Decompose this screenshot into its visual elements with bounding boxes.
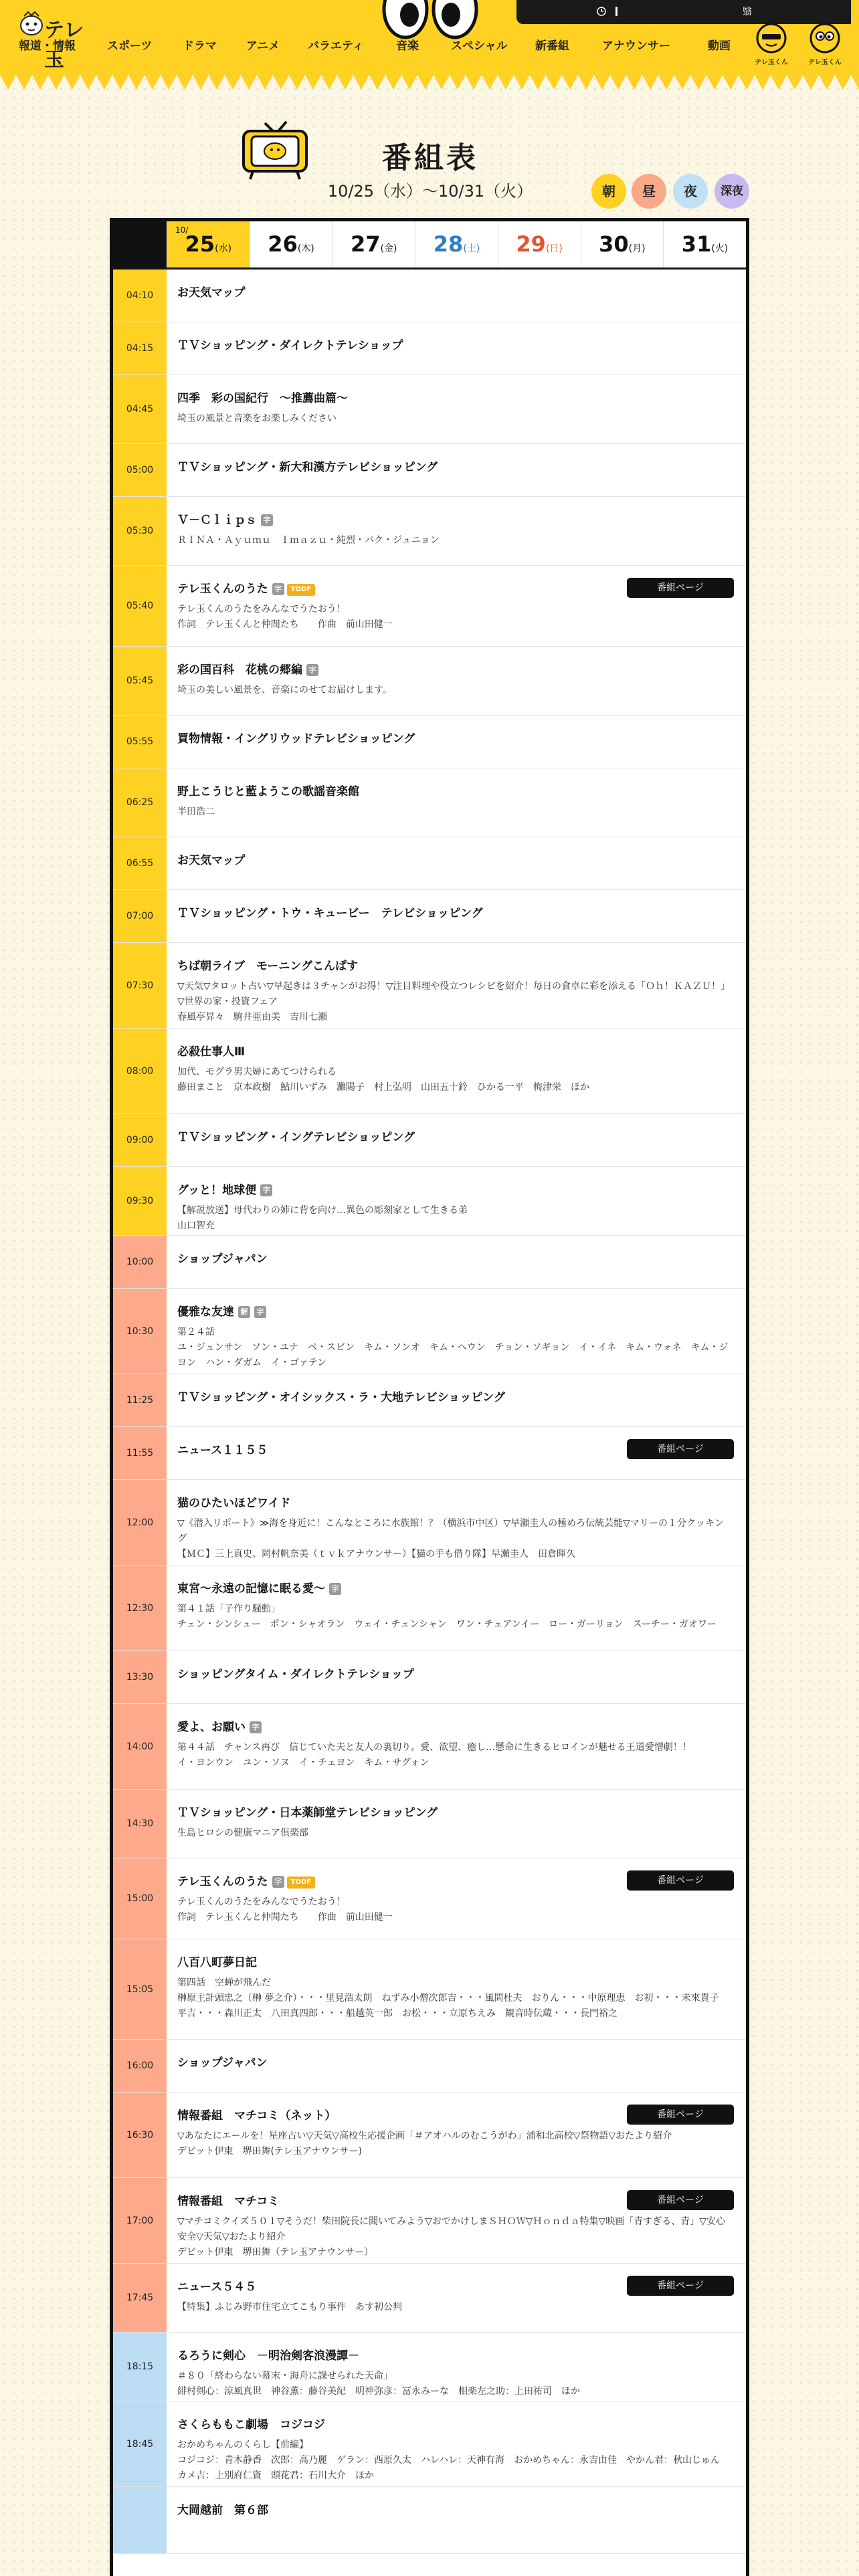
- program-time: 06:25: [113, 768, 167, 837]
- nav-anime[interactable]: アニメ: [246, 39, 280, 53]
- tod-badge-icon: TODF: [287, 584, 315, 596]
- program-title-line[interactable]: [177, 1495, 733, 1512]
- program-title[interactable]: 愛よ、お願い: [177, 1721, 246, 1734]
- program-row: [113, 2333, 746, 2401]
- program-title-line[interactable]: [177, 905, 733, 922]
- program-title-line[interactable]: [177, 337, 733, 354]
- program-body: [177, 661, 733, 698]
- program-row: [113, 1790, 746, 1858]
- program-title[interactable]: ショップジャパン: [177, 2056, 268, 2070]
- day-weekday: (月): [628, 243, 646, 254]
- day-number: 29: [516, 231, 546, 257]
- program-title[interactable]: ショッピングタイム・ダイレクトテレショップ: [177, 1668, 414, 1681]
- day-number: 28: [433, 231, 464, 257]
- program-row: [113, 1236, 746, 1289]
- program-title-line[interactable]: [177, 1251, 733, 1268]
- caption-badge: 字: [254, 1306, 266, 1318]
- program-row: [113, 375, 746, 444]
- day-tab-27[interactable]: [332, 221, 415, 267]
- nav-special[interactable]: スペシャル: [451, 39, 508, 53]
- mascot-eyes-icon: [380, 0, 480, 48]
- program-title[interactable]: 猫のひたいほどワイド: [177, 1497, 291, 1510]
- program-row: [113, 890, 746, 943]
- caption-badge: 字: [260, 1184, 272, 1196]
- program-time: 15:00: [113, 1858, 167, 1939]
- program-time: 15:05: [113, 1939, 167, 2039]
- program-row: [113, 566, 746, 647]
- program-title[interactable]: お天気マップ: [177, 286, 246, 300]
- program-title[interactable]: 四季 彩の国紀行 ～推薦曲篇～: [177, 392, 348, 405]
- clock-icon[interactable]: [597, 0, 606, 24]
- caption-badge: 字: [329, 1583, 341, 1595]
- day-header-corner: [113, 221, 167, 267]
- program-time: 12:30: [113, 1566, 167, 1650]
- program-title[interactable]: ニュース１１５５: [177, 1444, 268, 1457]
- program-time: 16:30: [113, 2092, 167, 2177]
- program-description: 加代、モグラ男夫婦にあてつけられる 藤田まこと 京本政樹 鮎川いずみ 灘陽子 村上弘明 山田五十鈴 ひかる一平 梅津栄 ほか: [177, 1067, 589, 1093]
- program-description: ▽《潜入リポート》≫海を身近に！こんなところに水族館！？（横浜市中区）▽早瀬圭人の極めろ伝統芸能▽マリーの１分クッキング 【ＭＣ】三上真史、岡村帆奈美（ｔｖｋアナウンサー）【猫の手も借り隊】早瀬圭人 田倉暉久: [177, 1518, 724, 1560]
- program-body: [177, 2347, 733, 2399]
- day-tab-26[interactable]: [250, 221, 332, 267]
- program-body: [177, 1804, 733, 1841]
- program-description: 第２４話 ユ・ジュンサン ソン・ユナ ペ・スビン キム・ソンオ キム・ヘウン チョン・ソギョン イ・イネ キム・ウォネ キム・ジヨン ハン・ダガム イ・ゴァテン: [177, 1327, 729, 1368]
- program-row: [113, 647, 746, 716]
- caption-badge: 解: [238, 1306, 250, 1318]
- program-row: [113, 2401, 746, 2487]
- program-page-button[interactable]: 番組ページ: [627, 2190, 734, 2210]
- program-description: ▽天気▽タロット占い▽早起きは３チャンがお得！▽注目料理や役立つレシピを紹介！毎日の食卓に彩を添える「Ｏｈ！ＫＡＺＵ！」▽世界の家・投資フェア 春風亭昇々 駒井亜由美 吉川七瀬: [177, 981, 731, 1023]
- program-title-line[interactable]: [177, 1580, 733, 1598]
- program-description: ＲＩＮＡ・Ａｙｕｍｕ Ｉｍａｚｕ・純烈・パク・ジュニョン: [177, 535, 440, 546]
- program-title[interactable]: ＴＶショッピング・ダイレクトテレショップ: [177, 339, 403, 352]
- program-title-line[interactable]: [177, 1043, 733, 1061]
- program-title[interactable]: 野上こうじと藍ようこの歌謡音楽館: [177, 785, 359, 798]
- program-body: [177, 1666, 733, 1683]
- day-weekday: (日): [545, 243, 563, 254]
- program-row: [113, 1167, 746, 1236]
- program-title-line[interactable]: [177, 1719, 733, 1736]
- mascot-logo-icon: [19, 9, 44, 36]
- nav-new-programs[interactable]: 新番組: [535, 39, 569, 53]
- day-tab-25[interactable]: [167, 221, 250, 267]
- program-time: 05:40: [113, 566, 167, 646]
- program-body: [177, 512, 733, 548]
- nav-variety[interactable]: バラエティ: [308, 39, 364, 53]
- nav-drama[interactable]: ドラマ: [183, 39, 217, 53]
- program-description: 【特集】ふじみ野市住宅立てこもり事件 あす初公判: [177, 2302, 402, 2313]
- program-title[interactable]: 優雅な友達: [177, 1305, 234, 1319]
- program-body: [177, 390, 733, 427]
- mascot-face-label: テレ玉くん: [755, 59, 788, 66]
- caption-badge: 字: [272, 1876, 284, 1888]
- time-of-day-2[interactable]: 夜: [673, 174, 708, 209]
- program-title[interactable]: 大岡越前 第６部: [177, 2504, 268, 2517]
- program-body: [177, 1251, 733, 1268]
- tod-badge-icon: TODF: [287, 1876, 315, 1889]
- program-description: ▽あなたにエールを！星座占い▽天気▽高校生応援企画「＃アオハルのむこうがわ」浦和北高校▽祭物語▽おたより紹介 デビット伊東 堺田舞(テレ玉アナウンサー): [177, 2131, 672, 2157]
- program-page-button[interactable]: 番組ページ: [627, 1439, 734, 1459]
- program-time: 05:45: [113, 647, 167, 715]
- program-time: 06:55: [113, 837, 167, 889]
- site-header: [0, 0, 859, 75]
- program-time: 05:30: [113, 497, 167, 565]
- program-body: [177, 337, 733, 354]
- program-row: [113, 1858, 746, 1939]
- program-time: 12:00: [113, 1480, 167, 1565]
- program-page-button[interactable]: 番組ページ: [627, 2105, 734, 2125]
- day-tab-29[interactable]: [498, 221, 581, 267]
- date-range: 10/25（水）～10/31（火）: [327, 182, 533, 201]
- program-time: 18:45: [113, 2401, 167, 2486]
- caption-badge: 字: [272, 583, 284, 595]
- program-time: 14:00: [113, 1704, 167, 1789]
- program-row: [113, 270, 746, 322]
- program-title-line[interactable]: [177, 284, 733, 302]
- program-body: [177, 730, 733, 748]
- program-title-line[interactable]: [177, 2054, 733, 2072]
- day-number: 25: [185, 231, 215, 257]
- program-title-line[interactable]: [177, 1129, 733, 1146]
- divider-icon: [615, 0, 622, 24]
- program-title-line[interactable]: [177, 512, 733, 529]
- program-body: [177, 1954, 733, 2022]
- program-description: ▽マチコミクイズ５０１▽そうだ！柴田院長に聞いてみよう▽おでかけしまＳＨＯＷ▽Ｈｏｎｄａ特集▽映画「青すぎる、青」▽安心安全▽天気▽おたより紹介 デビット伊東 堺田舞（テレ玉アナウンサー）: [177, 2216, 726, 2258]
- program-body: [177, 1719, 733, 1771]
- day-weekday: (金): [380, 243, 397, 254]
- nav-music[interactable]: 音楽: [396, 39, 419, 53]
- program-row: [113, 837, 746, 890]
- program-time: 04:15: [113, 322, 167, 374]
- program-body: [177, 1182, 733, 1234]
- program-body: [177, 783, 733, 820]
- program-time: 08:00: [113, 1029, 167, 1113]
- program-time: 10:00: [113, 1236, 167, 1288]
- topbar-link[interactable]: 翳: [743, 7, 752, 17]
- program-title[interactable]: 彩の国百科 花桃の郷編: [177, 663, 302, 677]
- program-time: 10:30: [113, 1289, 167, 1374]
- program-title[interactable]: ＴＶショッピング・日本薬師堂テレビショッピング: [177, 1806, 438, 1820]
- program-time: 07:30: [113, 943, 167, 1028]
- program-title-line[interactable]: [177, 958, 733, 975]
- program-title-line[interactable]: [177, 1804, 733, 1822]
- tv-mascot-icon: [238, 114, 312, 181]
- program-title-line[interactable]: [177, 1303, 733, 1321]
- program-row: [113, 2092, 746, 2178]
- program-title[interactable]: 必殺仕事人Ⅲ: [177, 1045, 246, 1059]
- program-title-line[interactable]: [177, 2347, 733, 2365]
- program-time: 05:00: [113, 444, 167, 496]
- program-time: [113, 2487, 167, 2553]
- program-title[interactable]: ＴＶショッピング・新大和漢方テレビショッピング: [177, 461, 438, 474]
- program-title-line[interactable]: [177, 2502, 733, 2519]
- program-title[interactable]: お天気マップ: [177, 854, 246, 867]
- program-body: [177, 1129, 733, 1146]
- program-row: [113, 2487, 746, 2554]
- program-title[interactable]: Ｖ－Ｃｌｉｐｓ: [177, 514, 257, 527]
- program-row: [113, 1029, 746, 1114]
- program-title[interactable]: ＴＶショッピング・オイシックス・ラ・大地テレビショッピング: [177, 1391, 505, 1404]
- program-row: [113, 2040, 746, 2092]
- day-number: 31: [681, 231, 712, 257]
- program-body: [177, 284, 733, 302]
- program-time: 04:45: [113, 375, 167, 443]
- nav-sports[interactable]: スポーツ: [107, 39, 153, 53]
- top-utility-bar: [516, 0, 851, 24]
- time-of-day-1[interactable]: 昼: [632, 174, 666, 209]
- program-body: [177, 852, 733, 869]
- day-number: 26: [268, 231, 298, 257]
- program-row: [113, 1427, 746, 1480]
- program-row: [113, 1939, 746, 2040]
- nav-announcer[interactable]: アナウンサー: [602, 39, 670, 53]
- program-title[interactable]: るろうに剣心 －明治剣客浪漫譚－: [177, 2349, 359, 2363]
- program-description: ＃８０「終わらない幕末・海舟に課せられた天命」 緋村剣心：涼風真世 神谷薫：藤谷美紀 明神弥彦：冨永みーな 相楽左之助：上田祐司 ほか: [177, 2371, 580, 2397]
- program-title[interactable]: 情報番組 マチコミ（ネット）: [177, 2109, 337, 2123]
- program-time: 05:55: [113, 716, 167, 768]
- program-description: 【解説放送】母代わりの姉に背を向け…異色の彫刻家として生きる弟 山口智充: [177, 1205, 468, 1231]
- program-body: [177, 2502, 733, 2519]
- program-row: [113, 943, 746, 1029]
- program-row: [113, 1374, 746, 1427]
- program-page-button[interactable]: 番組ページ: [627, 2276, 734, 2296]
- program-description: 第四話 空蝉が飛んだ 榊原主計頭忠之（榊 夢之介）・・・里見浩太朗 ねずみ小僧次郎吉・・・風間杜夫 おりん・・・中原理恵 お初・・・未來貴子 平吉・・・森川正太 八田真四郎・・・船越英一郎 お松・・・立原ちえみ 観音時伝蔵・・・長門裕之: [177, 1977, 719, 2019]
- program-title[interactable]: 東宮～永遠の記憶に眠る愛～: [177, 1582, 325, 1596]
- program-body: [177, 459, 733, 476]
- program-title[interactable]: 情報番組 マチコミ: [177, 2195, 280, 2208]
- program-page-button[interactable]: 番組ページ: [627, 578, 734, 598]
- program-title-line[interactable]: [177, 730, 733, 748]
- day-number: 30: [599, 231, 629, 257]
- program-page-button[interactable]: 番組ページ: [627, 1870, 734, 1891]
- caption-badge: 字: [261, 514, 273, 526]
- program-title[interactable]: ＴＶショッピング・トウ・キュービー テレビショッピング: [177, 907, 483, 920]
- day-tab-31[interactable]: [663, 221, 746, 267]
- program-description: 半田浩二: [177, 807, 215, 817]
- program-time: 14:30: [113, 1790, 167, 1858]
- program-body: [177, 2416, 733, 2484]
- program-title[interactable]: テレ玉くんのうた: [177, 1875, 268, 1889]
- day-weekday: (火): [711, 243, 729, 254]
- page-title: 番組表: [382, 141, 478, 175]
- program-body: [177, 958, 733, 1025]
- program-table: [110, 218, 749, 2576]
- program-title-line[interactable]: [177, 2416, 733, 2434]
- program-row: [113, 1704, 746, 1790]
- program-row: [113, 2178, 746, 2264]
- caption-badge: 字: [306, 664, 318, 676]
- caption-badge: 字: [250, 1721, 262, 1733]
- program-title-line[interactable]: [177, 1954, 733, 1971]
- day-selector: [113, 221, 746, 270]
- program-title[interactable]: さくらももこ劇場 コジコジ: [177, 2418, 325, 2432]
- program-description: 第４４話 チャンス再び 信じていた夫と友人の裏切り。愛、欲望、癒し…懸命に生きるヒロインが魅せる王道愛憎劇！！ イ・ヨンウン ユン・ソヌ イ・チェヨン キム・サグォン: [177, 1742, 692, 1768]
- program-time: 18:15: [113, 2333, 167, 2401]
- program-time: 17:00: [113, 2178, 167, 2263]
- program-title-line[interactable]: [177, 1389, 733, 1406]
- program-title[interactable]: ショップジャパン: [177, 1253, 268, 1266]
- program-description: テレ玉くんのうたをみんなでうたおう！ 作詞 テレ玉くんと仲間たち 作曲 前山田健一: [177, 604, 393, 630]
- mascot-round-icon[interactable]: [809, 23, 840, 53]
- program-time: 11:25: [113, 1374, 167, 1426]
- day-weekday: (木): [297, 243, 314, 254]
- mascot-round-label: テレ玉くん: [808, 59, 842, 66]
- program-row: [113, 497, 746, 566]
- day-number: 27: [351, 231, 381, 257]
- program-title[interactable]: ちば朝ライブ モーニングこんぱす: [177, 960, 358, 973]
- program-title-line[interactable]: [177, 1666, 733, 1683]
- program-title[interactable]: テレ玉くんのうた: [177, 582, 268, 596]
- program-body: [177, 1303, 733, 1371]
- program-row: [113, 444, 746, 497]
- program-description: 埼玉の美しい風景を、音楽にのせてお届けします。: [177, 685, 392, 695]
- day-tab-30[interactable]: [581, 221, 664, 267]
- program-time: 09:00: [113, 1114, 167, 1166]
- program-title[interactable]: ＴＶショッピング・イングテレビショッピング: [177, 1131, 415, 1144]
- program-description: 埼玉の風景と音楽をお楽しみください: [177, 413, 337, 424]
- mascot-face-icon[interactable]: [756, 23, 787, 53]
- program-body: [177, 1580, 733, 1632]
- program-row: [113, 768, 746, 837]
- program-row: [113, 322, 746, 375]
- time-of-day-0[interactable]: 朝: [591, 174, 626, 209]
- program-time: 17:45: [113, 2264, 167, 2332]
- logo-text: テレ玉: [44, 19, 84, 72]
- program-title[interactable]: 八百八町夢日記: [177, 1956, 257, 1969]
- program-time: 16:00: [113, 2040, 167, 2092]
- program-row: [113, 716, 746, 768]
- program-time: 13:30: [113, 1651, 167, 1703]
- program-title[interactable]: 買物情報・イングリウッドテレビショッピング: [177, 732, 415, 746]
- nav-news[interactable]: 報道・情報: [19, 39, 76, 53]
- program-description: おかめちゃんのくらし【前編】 コジコジ：青木静香 次郎：高乃麗 ゲラン：西原久太 ハレハレ：天神有海 おかめちゃん：永吉由佳 やかん君：秋山じゅん カメ吉：上別府仁資 頭花君：石川大介 ほか: [177, 2440, 721, 2481]
- day-weekday: (土): [463, 243, 480, 254]
- program-title[interactable]: ニュース５４５: [177, 2280, 257, 2294]
- program-time: 11:55: [113, 1427, 167, 1479]
- program-row: [113, 1289, 746, 1374]
- time-of-day-3[interactable]: 深夜: [714, 174, 749, 209]
- program-time: 04:10: [113, 270, 167, 322]
- program-title-line[interactable]: [177, 661, 733, 679]
- program-body: [177, 1043, 733, 1095]
- header-zigzag-edge: [0, 75, 859, 95]
- program-title-line[interactable]: [177, 390, 733, 407]
- program-row: [113, 1480, 746, 1566]
- program-title-line[interactable]: [177, 852, 733, 869]
- nav-video[interactable]: 動画: [708, 39, 731, 53]
- program-body: [177, 1495, 733, 1562]
- program-description: 生島ヒロシの健康マニア倶楽部: [177, 1828, 308, 1838]
- program-title[interactable]: グッと！地球便: [177, 1184, 257, 1197]
- program-body: [177, 1389, 733, 1406]
- program-title-line[interactable]: [177, 1182, 733, 1199]
- program-time: 09:30: [113, 1167, 167, 1235]
- program-body: [177, 905, 733, 922]
- program-body: [177, 2054, 733, 2072]
- program-title-line[interactable]: [177, 459, 733, 476]
- program-row: [113, 1114, 746, 1167]
- program-time: 07:00: [113, 890, 167, 942]
- program-row: [113, 1566, 746, 1651]
- day-tab-28[interactable]: [415, 221, 498, 267]
- day-weekday: (水): [215, 243, 232, 254]
- day-month: 10/: [175, 225, 189, 235]
- program-description: 第４１話「子作り騒動」 チェン・シンシュー ポン・シャオラン ウェイ・チェンシャン ワン・チュアンイー ロー・ガーリョン スーチー・ガオワー: [177, 1604, 717, 1630]
- program-row: [113, 2264, 746, 2333]
- program-title-line[interactable]: [177, 783, 733, 800]
- program-row: [113, 1651, 746, 1704]
- program-description: テレ玉くんのうたをみんなでうたおう！ 作詞 テレ玉くんと仲間たち 作曲 前山田健一: [177, 1897, 393, 1923]
